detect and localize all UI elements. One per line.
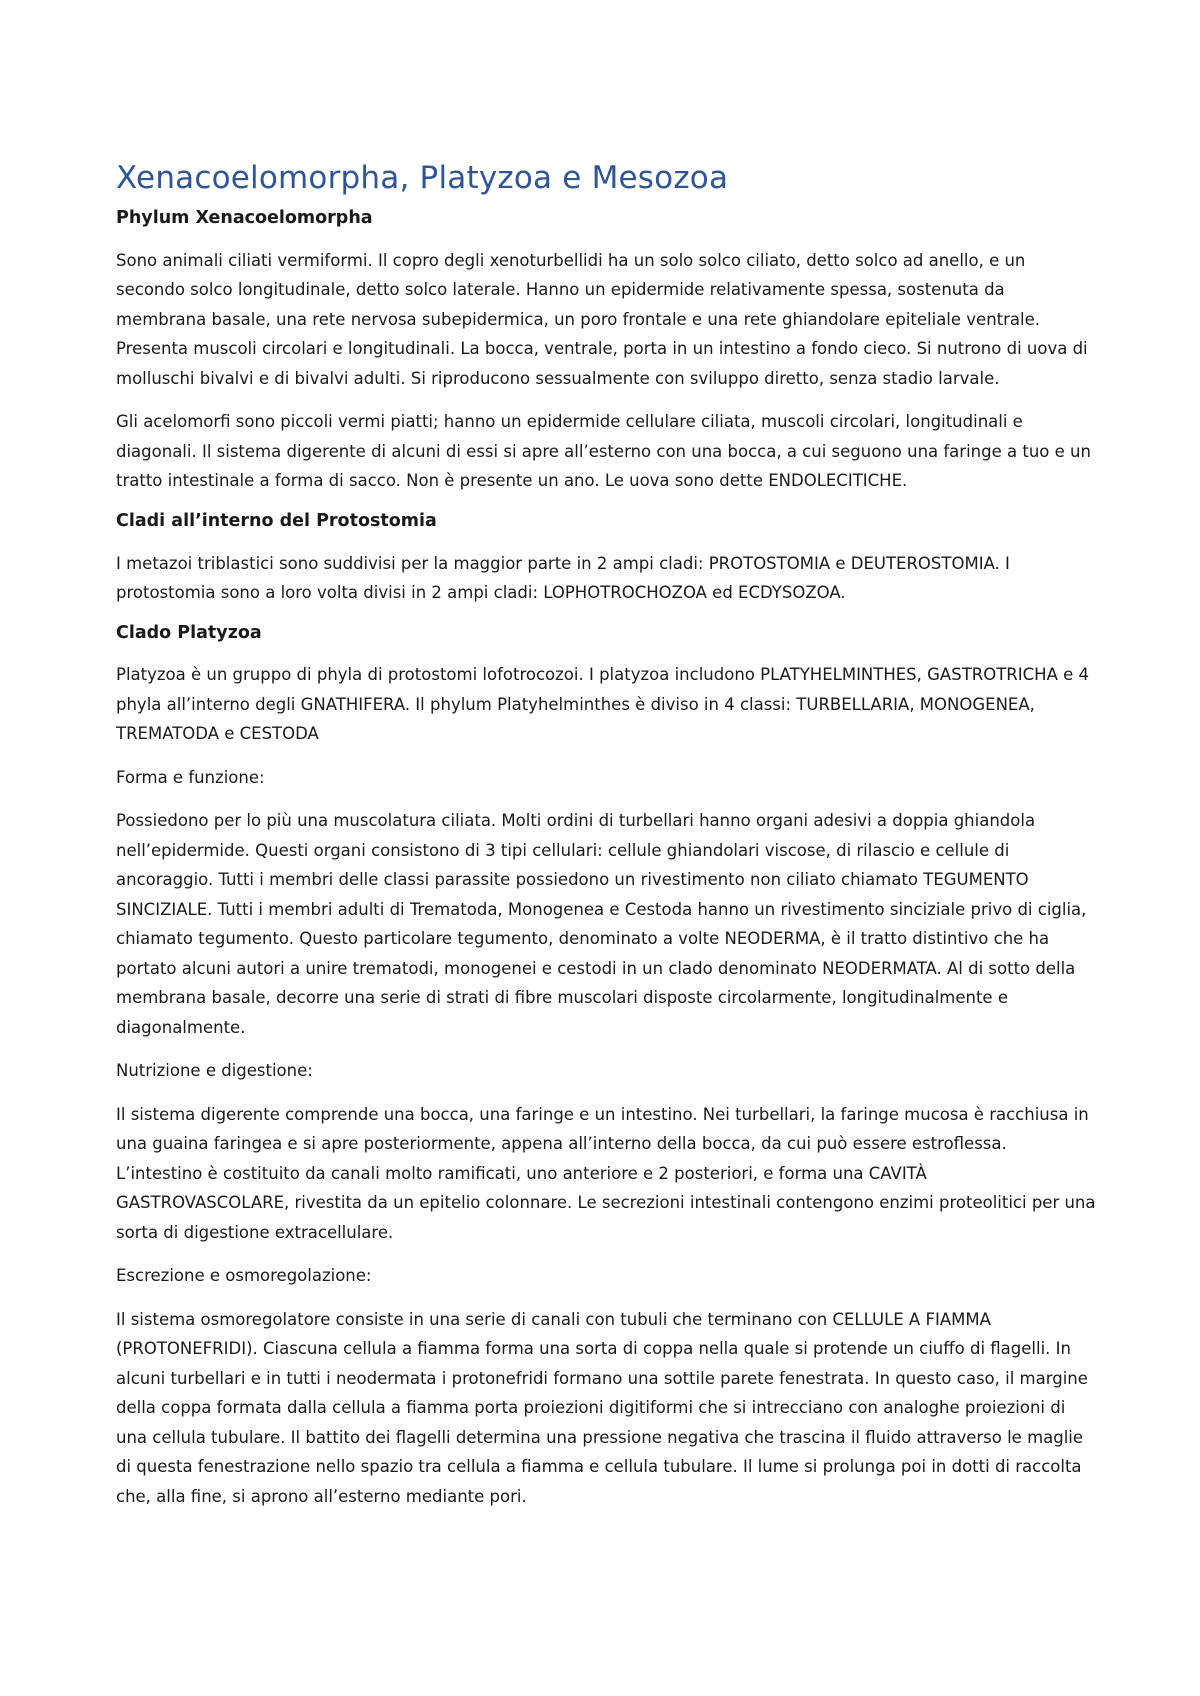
paragraph-platyzoa-intro: Platyzoa è un gruppo di phyla di protostomi lofotrocozoi. I platyzoa includono PLATYHELMINTHES, GASTROTRICHA e 4 phyla all’interno degli GNATHIFERA. Il phylum Platyhelminthes è diviso in 4 classi: TURBELLARIA, MONOGENEA, TREMATODA e CESTODA bbox=[116, 665, 1089, 744]
section-heading-cladi-protostomia: Cladi all’interno del Protostomia bbox=[116, 510, 437, 531]
subsection-label-nutrizione: Nutrizione e digestione: bbox=[116, 1061, 313, 1081]
paragraph-cladi-protostomia: I metazoi triblastici sono suddivisi per la maggior parte in 2 ampi cladi: PROTOSTOMIA e DEUTEROSTOMIA. I protostomia sono a loro volta divisi in 2 ampi cladi: LOPHOTROCHOZOA ed ECDYSOZOA. bbox=[116, 553, 1010, 603]
section-heading-clado-platyzoa: Clado Platyzoa bbox=[116, 622, 262, 643]
section-heading-xenacoelomorpha: Phylum Xenacoelomorpha bbox=[116, 208, 373, 229]
paragraph-forma-funzione: Possiedono per lo più una muscolatura ciliata. Molti ordini di turbellari hanno organi adesivi a doppia ghiandola nell’epidermide. Questi organi consistono di 3 tipi cellulari: cellule ghiandolari viscose, di rilascio e cellule di ancoraggio. Tutti i membri delle classi parassite possiedono un rivestimento non ciliato chiamato TEGUMENTO SINCIZIALE. Tutti i membri adulti di Trematoda, Monogenea e Cestoda hanno un rivestimento sinciziale privo di ciglia, chiamato tegumento. Questo particolare tegumento, denominato a volte NEODERMA, è il tratto distintivo che ha portato alcuni autori a unire trematodi, monogenei e cestodi in un clado denominato NEODERMATA. Al di sotto della membrana basale, decorre una serie di strati di fibre muscolari disposte circolarmente, longitudinalmente e diagonalmente. bbox=[116, 811, 1087, 1037]
paragraph-xenacoelomorpha-2: Gli acelomorfi sono piccoli vermi piatti; hanno un epidermide cellulare ciliata, muscoli circolari, longitudinali e diagonali. Il sistema digerente di alcuni di essi si apre all’esterno con una bocca, a cui seguono una faringe a tuo e un tratto intestinale a forma di sacco. Non è presente un ano. Le uova sono dette ENDOLECITICHE. bbox=[116, 412, 1091, 491]
document-title: Xenacoelomorpha, Platyzoa e Mesozoa bbox=[116, 160, 729, 196]
paragraph-nutrizione: Il sistema digerente comprende una bocca, una faringe e un intestino. Nei turbellari, la faringe mucosa è racchiusa in una guaina faringea e si apre posteriormente, appena all’interno della bocca, da cui può essere estroflessa. L’intestino è costituito da canali molto ramificati, uno anteriore e 2 posteriori, e forma una CAVITÀ GASTROVASCOLARE, rivestita da un epitelio colonnare. Le secrezioni intestinali contengono enzimi proteolitici per una sorta di digestione extracellulare. bbox=[116, 1104, 1096, 1242]
subsection-label-escrezione: Escrezione e osmoregolazione: bbox=[116, 1266, 372, 1286]
paragraph-escrezione: Il sistema osmoregolatore consiste in una serie di canali con tubuli che terminano con CELLULE A FIAMMA (PROTONEFRIDI). Ciascuna cellula a fiamma forma una sorta di coppa nella quale si protende un ciuffo di flagelli. In alcuni turbellari e in tutti i neodermata i protonefridi formano una sottile parete fenestrata. In questo caso, il margine della coppa formata dalla cellula a fiamma porta proiezioni digitiformi che si intrecciano con analoghe proiezioni di una cellula tubulare. Il battito dei flagelli determina una pressione negativa che trascina il fluido attraverso le maglie di questa fenestrazione nello spazio tra cellula a fiamma e cellula tubulare. Il lume si prolunga poi in dotti di raccolta che, alla fine, si aprono all’esterno mediante pori. bbox=[116, 1309, 1088, 1506]
paragraph-xenacoelomorpha-1: Sono animali ciliati vermiformi. Il copro degli xenoturbellidi ha un solo solco ciliato, detto solco ad anello, e un secondo solco longitudinale, detto solco laterale. Hanno un epidermide relativamente spessa, sostenuta da membrana basale, una rete nervosa subepidermica, un poro frontale e una rete ghiandolare epiteliale ventrale. Presenta muscoli circolari e longitudinali. La bocca, ventrale, porta in un intestino a fondo cieco. Si nutrono di uova di molluschi bivalvi e di bivalvi adulti. Si riproducono sessualmente con sviluppo diretto, senza stadio larvale. bbox=[116, 250, 1088, 388]
subsection-label-forma-funzione: Forma e funzione: bbox=[116, 767, 265, 787]
document-page bbox=[116, 160, 1098, 1525]
